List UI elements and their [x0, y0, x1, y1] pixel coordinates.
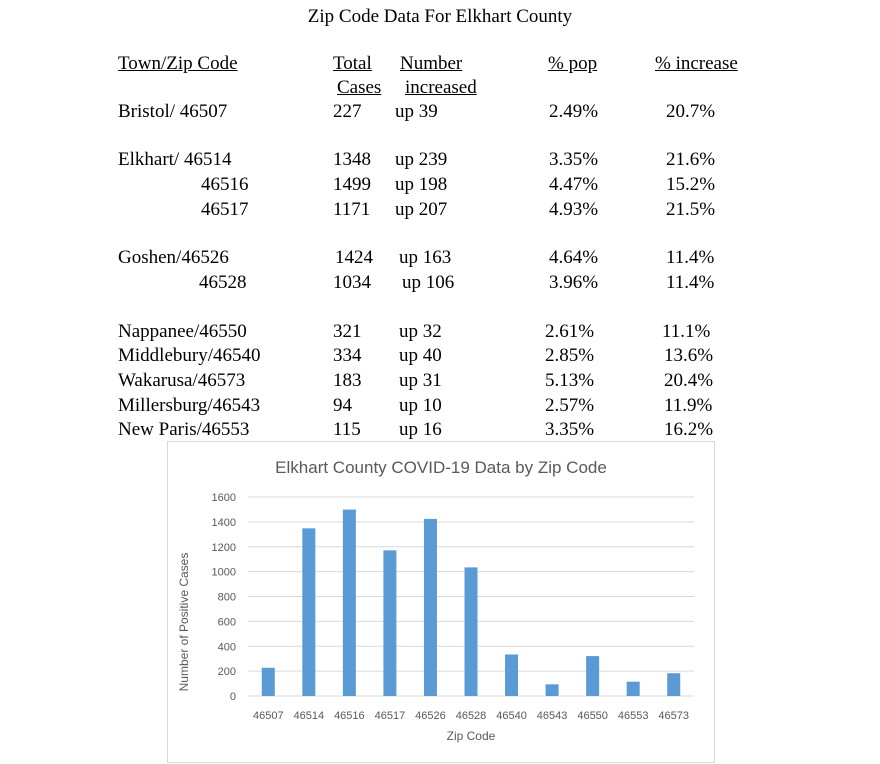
y-tick-label: 0 [229, 691, 236, 703]
cell-pct-increase: 13.6% [664, 345, 714, 366]
cell-pct-pop: 2.85% [545, 345, 595, 366]
chart-title: Elkhart County COVID-19 Data by Zip Code [275, 458, 607, 477]
header-town: Town/Zip Code [118, 53, 238, 74]
cell-cases: 1348 [333, 149, 371, 170]
cell-town: New Paris/46553 [118, 419, 250, 440]
cell-increase: up 40 [399, 345, 442, 366]
header-pct-increase: % increase [655, 53, 738, 74]
cell-increase: up 32 [399, 321, 442, 342]
cell-cases: 321 [333, 321, 362, 342]
cell-increase: up 10 [399, 395, 442, 416]
x-tick-label: 46573 [658, 710, 690, 722]
y-tick-label: 1000 [211, 566, 236, 579]
cell-pct-pop: 3.35% [549, 149, 599, 170]
header-number-line2: increased [405, 77, 477, 98]
cell-pct-pop: 2.61% [545, 321, 595, 342]
header-total-line2: Cases [337, 77, 382, 98]
bar-46517 [383, 550, 396, 696]
bar-46550 [586, 656, 599, 696]
cell-pct-pop: 4.93% [549, 199, 599, 220]
cell-increase: up 163 [399, 247, 452, 268]
bar-46553 [627, 682, 640, 696]
chart-canvas [168, 442, 714, 762]
cell-town: Elkhart/ 46514 [118, 149, 232, 170]
cell-pct-increase: 11.1% [662, 321, 711, 342]
cell-cases: 183 [333, 370, 362, 391]
cell-pct-increase: 11.4% [666, 272, 715, 293]
bars [262, 510, 680, 696]
cell-pct-pop: 5.13% [545, 370, 595, 391]
cell-increase: up 39 [395, 101, 438, 122]
cell-cases: 1499 [333, 174, 371, 195]
y-tick-label: 800 [217, 591, 236, 604]
document-title: Zip Code Data For Elkhart County [307, 6, 573, 27]
header-number-line1: Number [400, 53, 463, 74]
cell-cases: 1171 [333, 199, 371, 220]
bar-46514 [302, 528, 315, 696]
y-tick-label: 200 [217, 666, 236, 679]
cell-pct-increase: 20.7% [666, 101, 716, 122]
cell-pct-pop: 4.47% [549, 174, 599, 195]
x-tick-label: 46514 [293, 710, 325, 722]
cell-cases: 94 [333, 395, 352, 416]
cell-town: Wakarusa/46573 [118, 370, 246, 391]
x-axis-label: Zip Code [446, 729, 496, 743]
cell-town: 46528 [199, 272, 247, 293]
cell-cases: 334 [333, 345, 362, 366]
cell-increase: up 16 [399, 419, 442, 440]
cell-pct-pop: 2.57% [545, 395, 595, 416]
bar-chart [167, 441, 715, 763]
x-tick-label: 46543 [536, 710, 568, 722]
cell-pct-increase: 20.4% [664, 370, 714, 391]
cell-cases: 1034 [333, 272, 371, 293]
cell-increase: up 106 [402, 272, 455, 293]
x-tick-label: 46516 [334, 710, 365, 722]
cell-pct-increase: 15.2% [666, 174, 716, 195]
cell-pct-increase: 11.9% [664, 395, 713, 416]
cell-pct-increase: 16.2% [664, 419, 714, 440]
cell-town: 46517 [201, 199, 249, 220]
bar-46507 [262, 668, 275, 696]
x-tick-label: 46540 [496, 710, 527, 722]
cell-increase: up 198 [395, 174, 448, 195]
cell-increase: up 239 [395, 149, 448, 170]
cell-pct-pop: 2.49% [549, 101, 599, 122]
x-axis-ticks [253, 710, 689, 722]
cell-pct-pop: 3.35% [545, 419, 595, 440]
cell-pct-pop: 4.64% [549, 247, 599, 268]
bar-46573 [667, 673, 680, 696]
x-tick-label: 46507 [252, 710, 284, 722]
y-tick-label: 600 [217, 616, 236, 629]
cell-increase: up 207 [395, 199, 448, 220]
y-axis-label: Number of Positive Cases [177, 552, 191, 692]
cell-town: Bristol/ 46507 [118, 101, 228, 122]
cell-increase: up 31 [399, 370, 442, 391]
y-axis-ticks [212, 492, 236, 703]
cell-pct-increase: 21.5% [666, 199, 716, 220]
cell-cases: 1424 [335, 247, 373, 268]
cell-town: 46516 [201, 174, 249, 195]
header-pct-pop: % pop [548, 53, 598, 74]
cell-pct-pop: 3.96% [549, 272, 599, 293]
cell-pct-increase: 11.4% [666, 247, 715, 268]
cell-town: Millersburg/46543 [118, 395, 261, 416]
cell-cases: 227 [333, 101, 362, 122]
cell-town: Middlebury/46540 [118, 345, 261, 366]
bar-46516 [343, 510, 356, 696]
header-total-line1: Total [333, 53, 372, 74]
cell-town: Goshen/46526 [118, 247, 229, 268]
x-tick-label: 46550 [577, 710, 608, 722]
bar-46543 [546, 684, 559, 696]
x-tick-label: 46526 [415, 710, 446, 722]
cell-pct-increase: 21.6% [666, 149, 716, 170]
bar-46526 [424, 519, 437, 696]
y-tick-label: 1600 [211, 492, 236, 504]
x-tick-label: 46528 [455, 710, 487, 722]
bar-46528 [465, 567, 478, 696]
y-tick-label: 1400 [211, 516, 236, 529]
cell-cases: 115 [333, 419, 361, 440]
y-tick-label: 400 [217, 641, 236, 654]
bar-46540 [505, 654, 518, 696]
x-tick-label: 46517 [374, 710, 406, 722]
x-tick-label: 46553 [617, 710, 649, 722]
cell-town: Nappanee/46550 [118, 321, 247, 342]
y-tick-label: 1200 [211, 541, 236, 554]
